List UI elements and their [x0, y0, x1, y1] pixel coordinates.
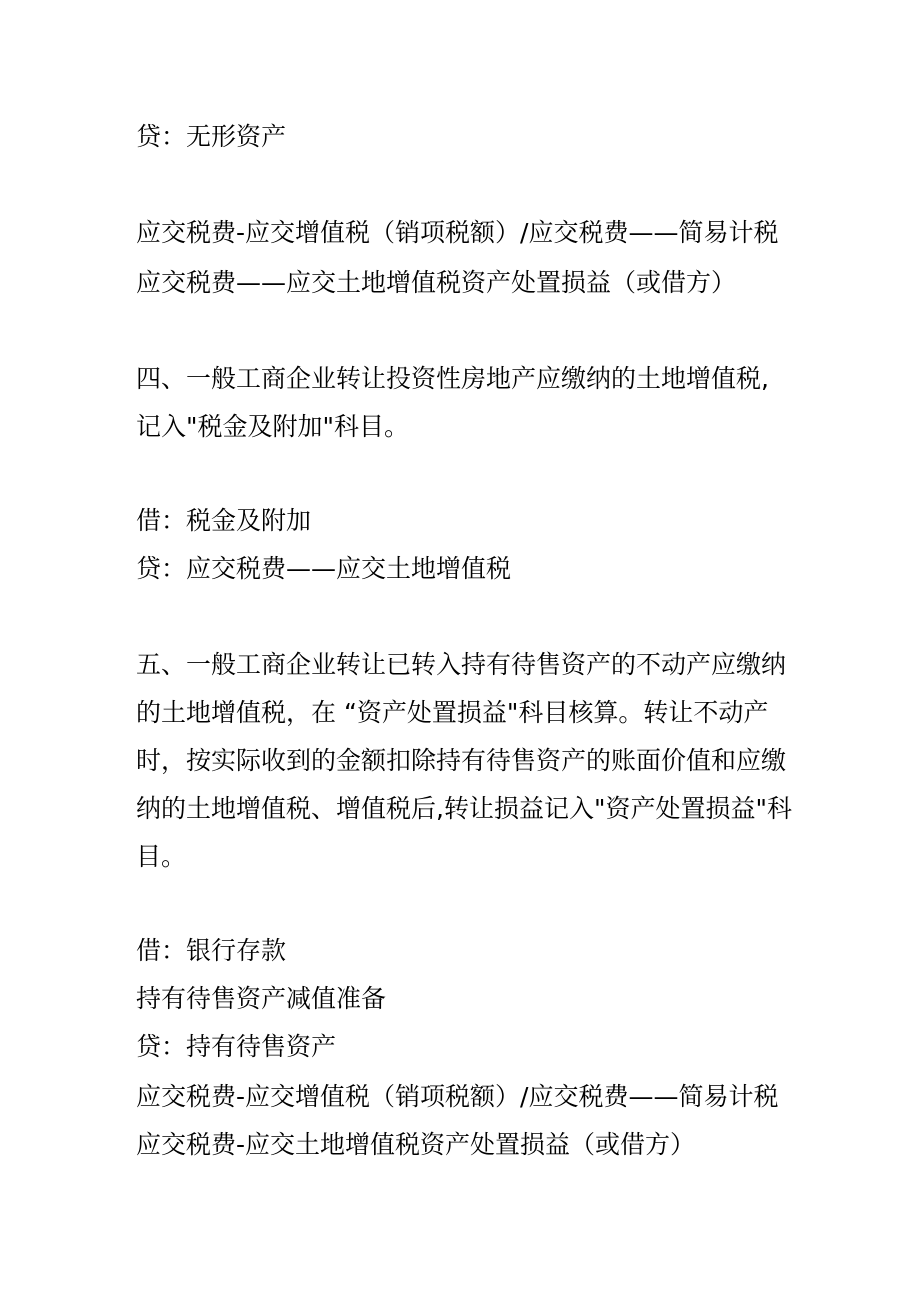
section-four-heading-cont: 记入"税金及附加"科目。	[136, 412, 409, 441]
entry-credit-land-tax: 贷：应交税费——应交土地增值税	[136, 554, 512, 583]
entry-tax-line-1: 应交税费-应交增值税（销项税额）/应交税费——简易计税	[136, 218, 779, 247]
section-five-line-1: 五、一般工商企业转让已转入持有待售资产的不动产应缴纳	[136, 650, 787, 679]
entry-tax-line-3: 应交税费-应交增值税（销项税额）/应交税费——简易计税	[136, 1082, 779, 1111]
entry-debit-bank: 借：银行存款	[136, 936, 287, 965]
section-five-line-2: 的土地增值税，在 “资产处置损益"科目核算。转让不动产	[136, 698, 769, 727]
entry-tax-line-4: 应交税费-应交土地增值税资产处置损益（或借方）	[136, 1130, 696, 1159]
section-five-line-3: 时，按实际收到的金额扣除持有待售资产的账面价值和应缴	[136, 746, 787, 775]
section-five-line-5: 目。	[136, 842, 187, 871]
entry-credit-held-for-sale: 贷：持有待售资产	[136, 1032, 337, 1061]
entry-credit-intangible: 贷：无形资产	[136, 122, 287, 151]
section-five-line-4: 纳的土地增值税、增值税后,转让损益记入"资产处置损益"科	[136, 794, 792, 823]
entry-tax-line-2: 应交税费——应交土地增值税资产处置损益（或借方）	[136, 268, 737, 297]
entry-debit-tax-surcharge: 借：税金及附加	[136, 506, 312, 535]
section-four-heading: 四、一般工商企业转让投资性房地产应缴纳的土地增值税,	[136, 364, 769, 393]
entry-impairment-reserve: 持有待售资产减值准备	[136, 984, 387, 1013]
